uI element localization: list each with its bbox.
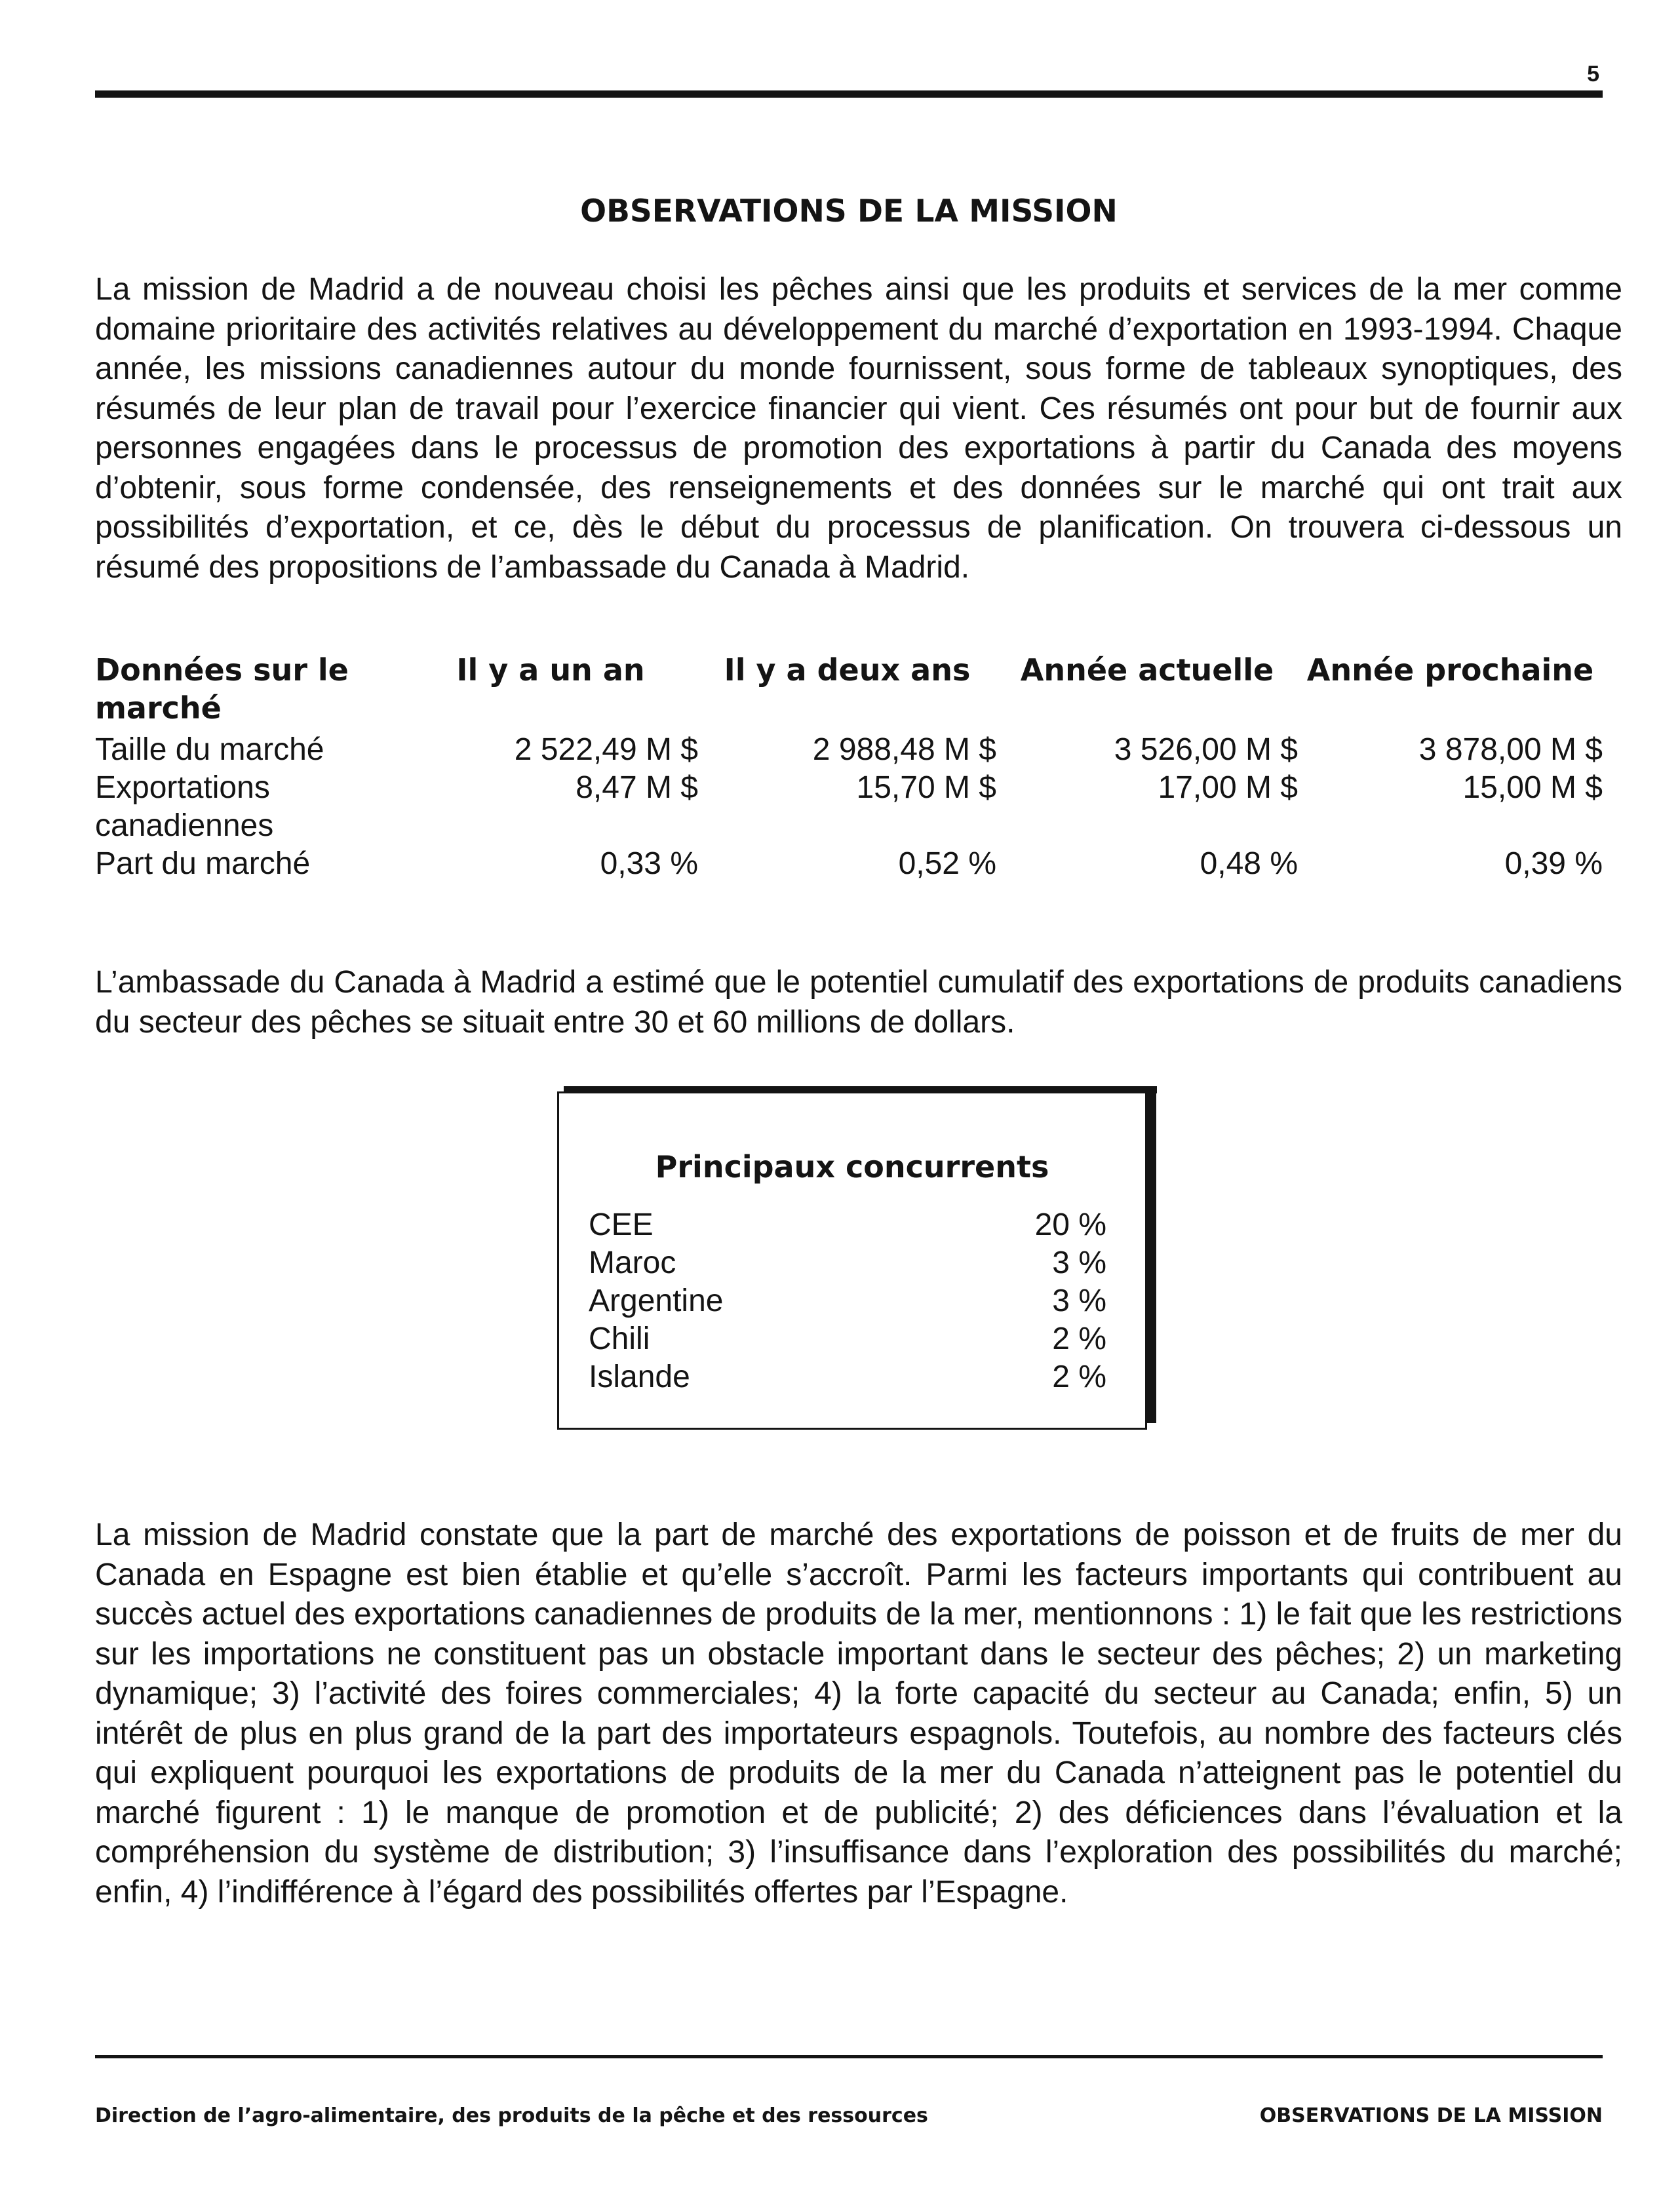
table-cell: 0,52 %	[898, 846, 996, 881]
row-label: Part du marché	[95, 846, 311, 881]
table-cell: 3 878,00 M $	[1418, 732, 1603, 767]
row-label: Exportations canadiennes	[95, 770, 274, 843]
potential-paragraph: L’ambassade du Canada à Madrid a estimé que le potentiel cumulatif des exportations de produits canadiens du secteur des pêches se situait entre 30 et 60 millions de dollars.	[95, 965, 1622, 1040]
competitor-share: 2 %	[1052, 1360, 1106, 1394]
footer-section-title: OBSERVATIONS DE LA MISSION	[1259, 2104, 1603, 2127]
competitor-name: Islande	[589, 1360, 690, 1394]
table-cell: 3 526,00 M $	[1114, 732, 1298, 767]
conclusion-paragraph: La mission de Madrid constate que la part de marché des exportations de poisson et de fruits de mer du Canada en Espagne est bien établie et qu’elle s’accroît. Parmi les facteurs importants qui contribuent au succès actuel des exportations canadiennes de produits de la mer, mentionnons : 1) le fait que les restrictions sur les importations ne constituent pas un obstacle important dans le secteur des pêches; 2) un marketing dynamique; 3) l’activité des foires commerciales; 4) la forte capacité du secteur au Canada; enfin, 5) un intérêt de plus en plus grand de la part des importateurs espagnols. Toutefois, au nombre des facteurs clés qui expliquent pourquoi les exportations de produits de la mer du Canada n’atteignent pas le potentiel du marché figurent : 1) le manque de promotion et de publicité; 2) des déficiences dans l’évaluation et la compréhension du système de distribution; 3) l’insuffisance dans l’exploration des possibilités du marché; enfin, 4) l’indifférence à l’égard des possibilités offertes par l’Espagne.	[95, 1518, 1622, 1910]
table-cell: 0,33 %	[600, 846, 698, 881]
market-data-table	[95, 651, 1603, 883]
competitor-name: Chili	[589, 1322, 650, 1356]
competitor-name: Maroc	[589, 1245, 676, 1280]
table-cell: 0,48 %	[1200, 846, 1298, 881]
table-row	[95, 731, 1603, 769]
intro-paragraph: La mission de Madrid a de nouveau choisi les pêches ainsi que les produits et services de la mer comme domaine prioritaire des activités relatives au développement du marché d’exportation en 1993-1994. Chaque année, les missions canadiennes autour du monde fournissent, sous forme de tableaux synoptiques, des résumés de leur plan de travail pour l’exercice financier qui vient. Ces résumés ont pour but de fournir aux personnes engagées dans le processus de promotion des exportations à partir du Canada des moyens d’obtenir, sous forme condensée, des renseignements et des données sur le marché qui ont trait aux possibilités d’exportation, et ce, dès le début du processus de planification. On trouvera ci-dessous un résumé des propositions de l’ambassade du Canada à Madrid.	[95, 272, 1622, 585]
footer-department: Direction de l’agro-alimentaire, des produits de la pêche et des ressources	[95, 2104, 928, 2127]
competitor-share: 3 %	[1052, 1284, 1106, 1318]
row-label: Taille du marché	[95, 732, 324, 767]
competitors-list	[589, 1206, 1106, 1396]
footer-rule	[95, 2055, 1603, 2058]
table-cell: 8,47 M $	[576, 770, 698, 805]
list-item	[589, 1358, 1106, 1396]
competitor-share: 3 %	[1052, 1245, 1106, 1280]
list-item	[589, 1244, 1106, 1282]
column-header: Il y a un an	[456, 652, 645, 688]
page-title: OBSERVATIONS DE LA MISSION	[580, 193, 1118, 229]
table-row	[95, 769, 1603, 845]
page-number: 5	[1587, 62, 1599, 87]
competitors-title: Principaux concurrents	[655, 1149, 1049, 1185]
list-item	[589, 1320, 1106, 1358]
table-cell: 15,70 M $	[856, 770, 996, 805]
column-header: Il y a deux ans	[724, 652, 971, 688]
competitor-share: 20 %	[1034, 1207, 1106, 1242]
competitors-box	[557, 1091, 1147, 1430]
table-cell: 0,39 %	[1504, 846, 1603, 881]
column-header: Année prochaine	[1306, 652, 1594, 688]
competitor-name: Argentine	[589, 1284, 724, 1318]
column-header: Année actuelle	[1020, 652, 1274, 688]
list-item	[589, 1282, 1106, 1320]
header-rule	[95, 90, 1603, 98]
table-cell: 2 522,49 M $	[514, 732, 698, 767]
list-item	[589, 1206, 1106, 1244]
box-shadow	[1147, 1086, 1156, 1423]
competitor-share: 2 %	[1052, 1322, 1106, 1356]
competitor-name: CEE	[589, 1207, 654, 1242]
table-cell: 2 988,48 M $	[812, 732, 996, 767]
column-header: Données sur le marché	[95, 652, 349, 726]
table-cell: 17,00 M $	[1158, 770, 1298, 805]
table-header-row	[95, 651, 1603, 731]
table-cell: 15,00 M $	[1462, 770, 1603, 805]
table-row	[95, 845, 1603, 883]
